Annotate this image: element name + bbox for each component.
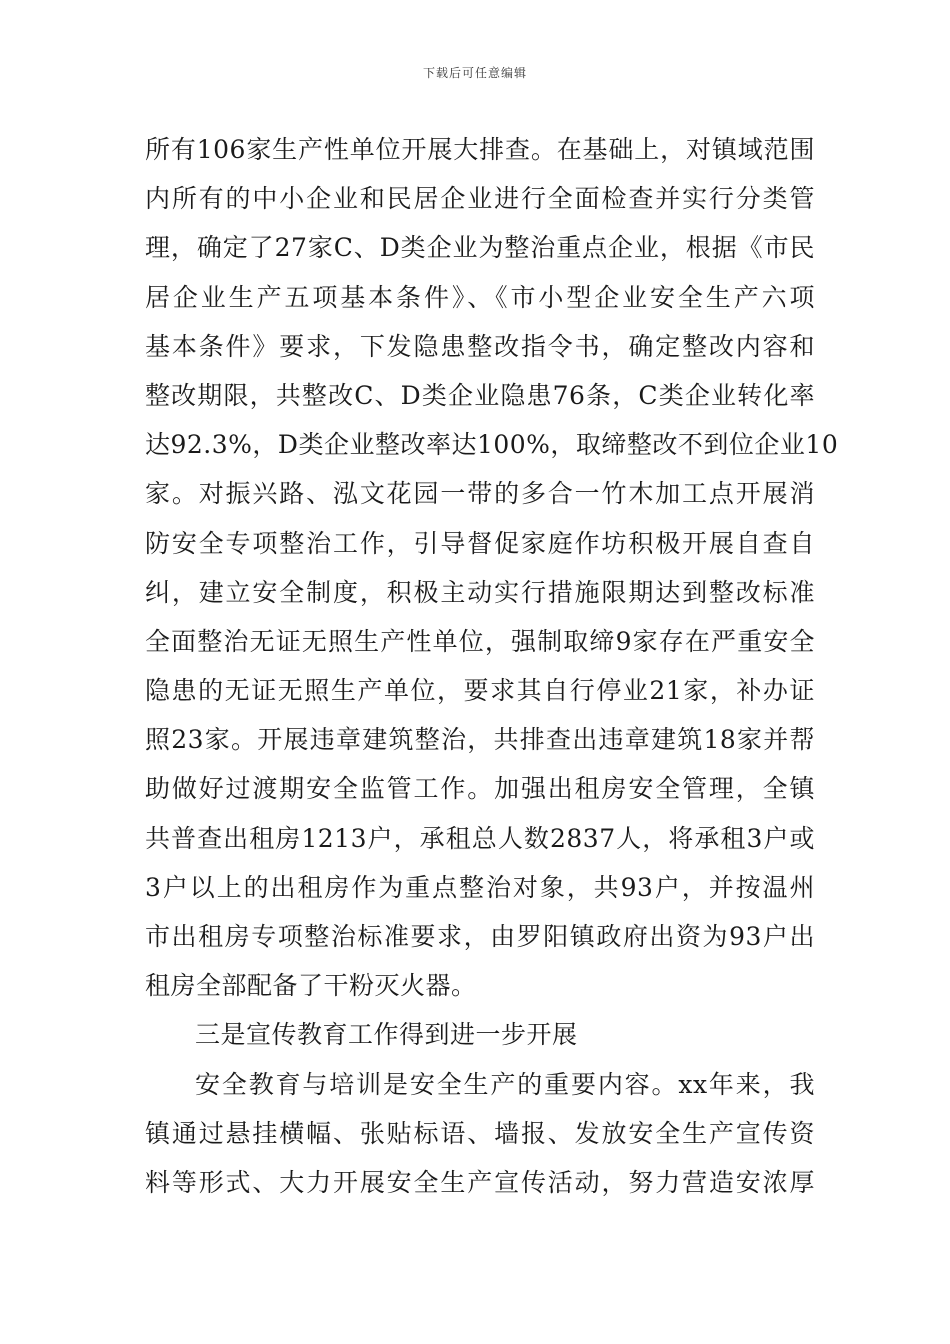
text-line: 市出租房专项整治标准要求，由罗阳镇政府出资为93户出	[145, 922, 815, 951]
text-line: 安全教育与培训是安全生产的重要内容。xx年来，我	[195, 1069, 815, 1099]
section-heading: 三是宣传教育工作得到进一步开展	[195, 1020, 578, 1050]
text-line: 共普查出租房1213户，承租总人数2837人，将承租3户或	[145, 823, 815, 853]
text-line: 3户以上的出租房作为重点整治对象，共93户，并按温州	[145, 872, 815, 902]
text-line: 理，确定了27家C、D类企业为整治重点企业，根据《市民	[145, 233, 815, 263]
text-line: 家。对振兴路、泓文花园一带的多合一竹木加工点开展消	[145, 479, 815, 509]
text-line: 照23家。开展违章建筑整治，共排查出违章建筑18家并帮	[145, 725, 815, 755]
text-line: 隐患的无证无照生产单位，要求其自行停业21家，补办证	[145, 676, 815, 706]
text-line: 所有106家生产性单位开展大排查。在基础上，对镇域范围	[145, 135, 815, 164]
text-line: 整改期限，共整改C、D类企业隐患76条，C类企业转化率	[145, 380, 815, 410]
text-line: 纠，建立安全制度，积极主动实行措施限期达到整改标准	[145, 577, 815, 607]
text-line: 防安全专项整治工作，引导督促家庭作坊积极开展自查自	[145, 528, 815, 558]
text-line: 料等形式、大力开展安全生产宣传活动，努力营造安浓厚	[145, 1167, 815, 1197]
text-line: 全面整治无证无照生产性单位，强制取缔9家存在严重安全	[145, 626, 815, 656]
text-line: 租房全部配备了干粉灭火器。	[145, 971, 477, 1001]
text-line: 基本条件》要求，下发隐患整改指令书，确定整改内容和	[145, 331, 815, 361]
text-line: 达92.3%，D类企业整改率达100%，取缔整改不到位企业10	[145, 430, 839, 460]
text-line: 助做好过渡期安全监管工作。加强出租房安全管理，全镇	[145, 774, 815, 804]
text-line: 居企业生产五项基本条件》、《市小型企业安全生产六项	[145, 282, 815, 312]
text-line: 内所有的中小企业和民居企业进行全面检查并实行分类管	[145, 184, 815, 214]
page-header: 下载后可任意编辑	[422, 66, 527, 80]
text-line: 镇通过悬挂横幅、张贴标语、墙报、发放安全生产宣传资	[145, 1118, 815, 1148]
document-body	[145, 125, 839, 1207]
